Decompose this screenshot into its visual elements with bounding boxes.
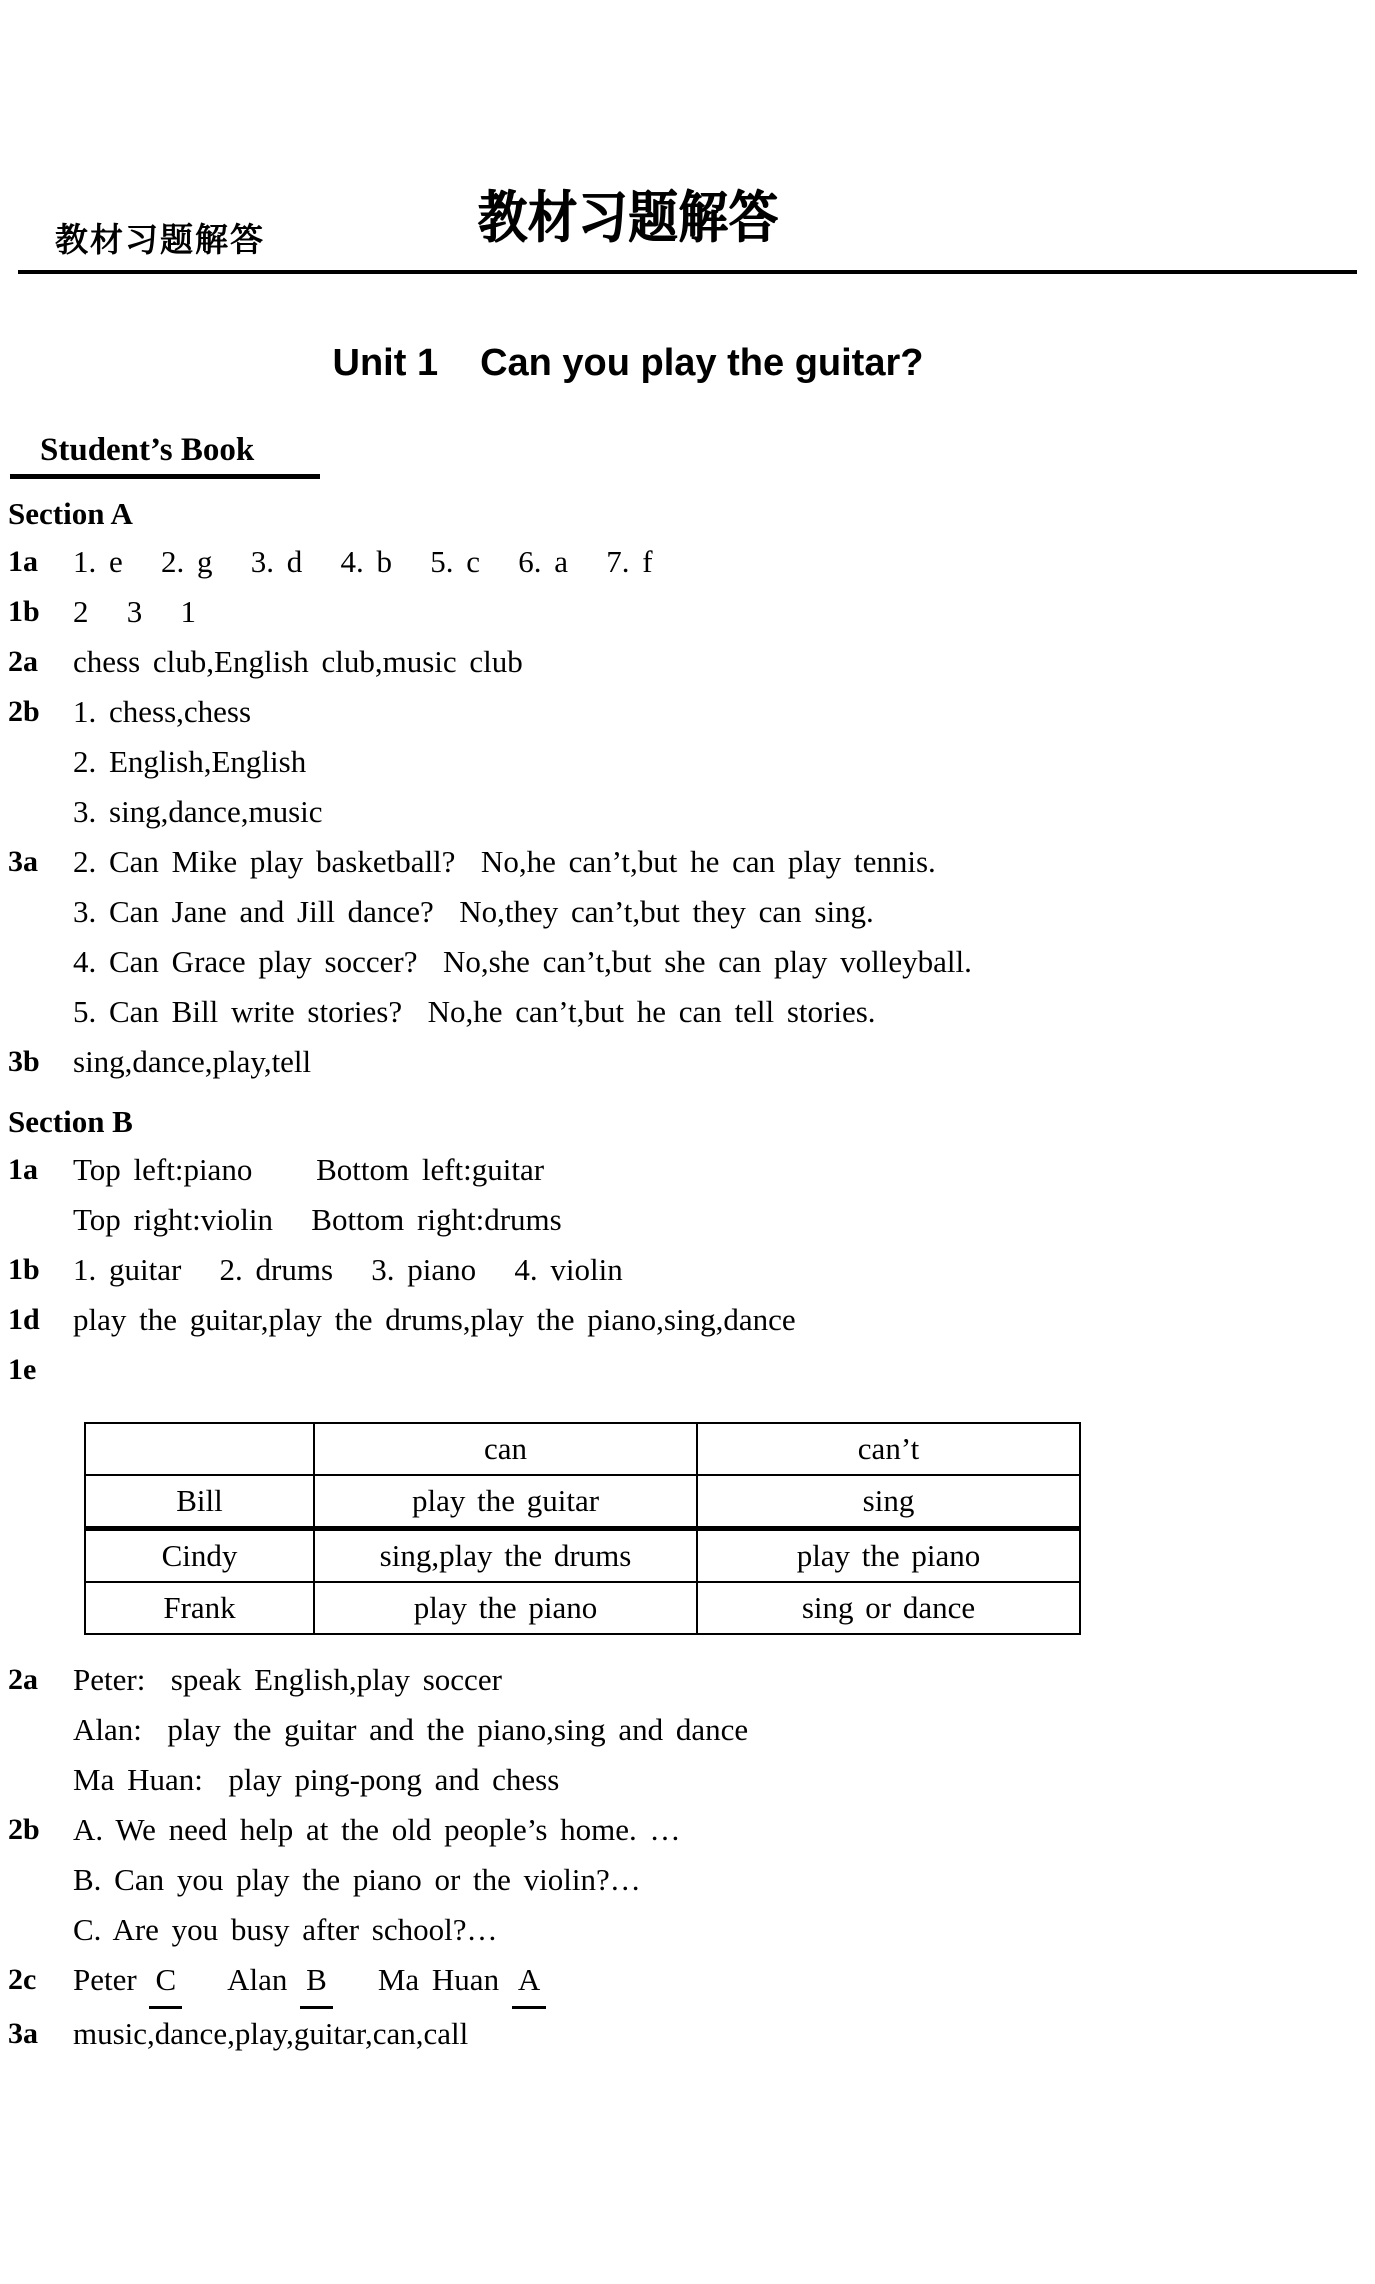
item-label: 1e <box>8 1353 37 1386</box>
item-line: Alan: play the guitar and the piano,sing and dance <box>73 1712 749 1747</box>
unit-title <box>8 343 1248 383</box>
item-a-3a <box>8 837 1368 1037</box>
item-line: A. We need help at the old people’s home. … <box>73 1812 681 1847</box>
item-b-1b <box>8 1245 1368 1295</box>
item-line: play the guitar,play the drums,play the piano,sing,dance <box>73 1302 796 1337</box>
item-a-2a <box>8 637 1368 687</box>
item-label: 3a <box>8 845 38 878</box>
item-label: 3b <box>8 1045 40 1078</box>
item-line: 4. Can Grace play soccer? No,she can’t,but she can play volleyball. <box>73 944 972 979</box>
item-b-3a <box>8 2009 1368 2059</box>
item-label: 1a <box>8 545 38 578</box>
item-label: 2b <box>8 1813 40 1846</box>
table-cell-cant: play the piano <box>697 1529 1080 1583</box>
answers-table <box>84 1422 1081 1635</box>
table-cell-can: sing,play the drums <box>314 1529 697 1583</box>
item-a-3b <box>8 1037 1368 1087</box>
item-line: Top left:piano Bottom left:guitar <box>73 1152 545 1187</box>
item-line: C. Are you busy after school?… <box>73 1912 498 1947</box>
answer-pair <box>227 1962 333 1997</box>
item-line: 2. English,English <box>73 744 307 779</box>
item-line <box>73 1345 1368 1395</box>
section-a-heading: Section A <box>8 496 133 531</box>
item-label: 2a <box>8 645 38 678</box>
item-label: 1b <box>8 595 40 628</box>
main-title: 教材习题解答 <box>477 186 779 249</box>
item-line <box>73 1955 1368 2009</box>
table-cell-name: Frank <box>85 1582 314 1634</box>
table-cell-name: Cindy <box>85 1529 314 1583</box>
item-line: 5. Can Bill write stories? No,he can’t,but he can tell stories. <box>73 994 876 1029</box>
item-line: B. Can you play the piano or the violin?… <box>73 1862 641 1897</box>
item-line: 1. chess,chess <box>73 694 252 729</box>
item-line: 3. Can Jane and Jill dance? No,they can’t,but they can sing. <box>73 894 874 929</box>
pair-name: Ma Huan <box>377 1962 500 1997</box>
table-header-row <box>85 1423 1080 1475</box>
table-cell-cant: sing <box>697 1475 1080 1529</box>
table-row <box>85 1475 1080 1529</box>
answer-pair <box>73 1962 182 1997</box>
page-content <box>8 188 1368 2059</box>
pair-answer: C <box>149 1955 182 2009</box>
pair-answer: A <box>512 1955 546 2009</box>
item-line: music,dance,play,guitar,can,call <box>73 2016 469 2051</box>
item-line: 3. sing,dance,music <box>73 794 323 829</box>
section-b-heading: Section B <box>8 1104 133 1139</box>
pair-name: Alan <box>227 1962 288 1997</box>
page-header: 教材习题解答 <box>55 221 265 258</box>
table-row <box>85 1529 1080 1583</box>
item-line: 1. e 2. g 3. d 4. b 5. c 6. a 7. f <box>73 544 653 579</box>
item-label: 1d <box>8 1303 40 1336</box>
answer-pair <box>378 1962 546 1997</box>
table-cell-name: Bill <box>85 1475 314 1529</box>
table-header-can: can <box>314 1423 697 1475</box>
pair-answer: B <box>300 1955 333 2009</box>
table-row <box>85 1582 1080 1634</box>
item-a-2b <box>8 687 1368 837</box>
item-b-1d <box>8 1295 1368 1345</box>
item-label: 2b <box>8 695 40 728</box>
header-rule <box>18 270 1357 274</box>
item-label: 2c <box>8 1963 37 1996</box>
item-line: Top right:violin Bottom right:drums <box>73 1202 562 1237</box>
table-cell-can: play the guitar <box>314 1475 697 1529</box>
item-label: 1a <box>8 1153 38 1186</box>
item-line: chess club,English club,music club <box>73 644 523 679</box>
item-b-2a <box>8 1655 1368 1805</box>
item-label: 2a <box>8 1663 38 1696</box>
unit-question: Can you play the guitar? <box>480 342 924 384</box>
item-b-2b <box>8 1805 1368 1955</box>
item-line: 1. guitar 2. drums 3. piano 4. violin <box>73 1252 623 1287</box>
item-a-1b <box>8 587 1368 637</box>
table-cell-cant: sing or dance <box>697 1582 1080 1634</box>
item-label: 3a <box>8 2017 38 2050</box>
item-line: 2 3 1 <box>73 594 196 629</box>
item-label: 1b <box>8 1253 40 1286</box>
item-a-1a <box>8 537 1368 587</box>
table-corner-cell <box>85 1423 314 1475</box>
table-cell-can: play the piano <box>314 1582 697 1634</box>
pair-name: Peter <box>73 1962 137 1997</box>
item-b-2c <box>8 1955 1368 2009</box>
item-line: 2. Can Mike play basketball? No,he can’t,but he can play tennis. <box>73 844 936 879</box>
table-header-cant: can’t <box>697 1423 1080 1475</box>
item-b-1a <box>8 1145 1368 1245</box>
item-line: Peter: speak English,play soccer <box>73 1662 502 1697</box>
unit-label: Unit 1 <box>332 342 439 384</box>
students-book-heading: Student’s Book <box>10 430 320 479</box>
item-b-1e <box>8 1345 1368 1395</box>
item-line: Ma Huan: play ping-pong and chess <box>73 1762 560 1797</box>
item-line: sing,dance,play,tell <box>73 1044 312 1079</box>
